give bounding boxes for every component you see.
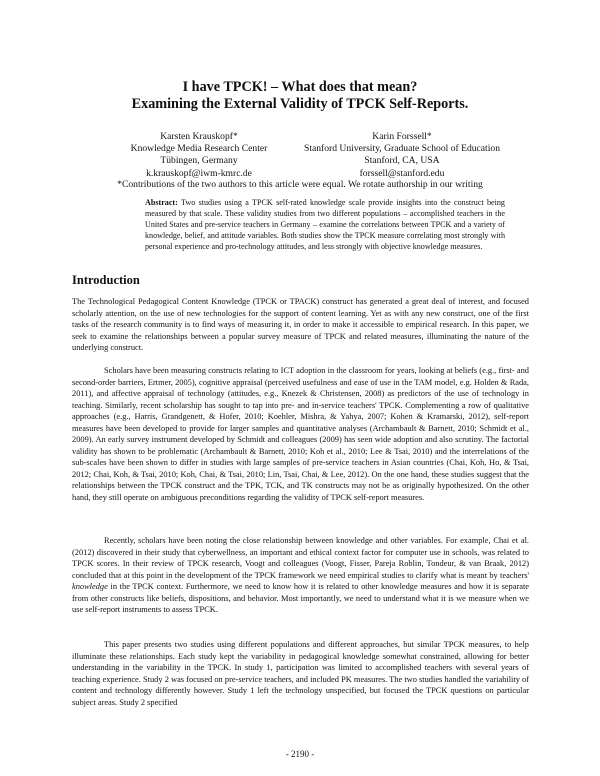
paragraph-3-emphasis: knowledge bbox=[72, 582, 108, 592]
author-affiliation: Stanford University, Graduate School of Education bbox=[303, 143, 500, 155]
paragraph-3-text-b: in the TPCK context. Furthermore, we need to know how it is related to other knowledge measures and how it is separate from other constructs like beliefs, dispositions, and behavior. Most importantly, we need to understand what it is we measure when we use self-report instruments to assess TPCK. bbox=[72, 582, 530, 615]
page-number: - 2190 - bbox=[285, 749, 315, 759]
abstract bbox=[145, 198, 505, 253]
author-block-2 bbox=[300, 131, 504, 180]
title-line-1: I have TPCK! – What does that mean? bbox=[182, 79, 418, 95]
paper-title bbox=[0, 79, 600, 113]
author-name: Karsten Krauskopf* bbox=[160, 131, 238, 142]
paragraph-1: The Technological Pedagogical Content Knowledge (TPCK or TPACK) construct has generated a great deal of interest, and focused scholarly attention, on the use of new technologies for the support of content learning. Yet as with any new construct, one of the first tasks of the research community is to find ways of measuring it, in order to make it accessible to empirical research. In this paper, we seek to examine the relationships between a popular survey measure of TPCK and related measures, illuminating the nature of the underlying construct. bbox=[72, 297, 529, 353]
author-block-1 bbox=[94, 131, 304, 180]
paragraph-4: This paper presents two studies using different populations and different approaches, but similar TPCK measures, to help illuminate these relationships. Each study kept the variability in pedagogical knowledge somewhat constrained, allowing for better understanding in the variability in the TPCK. In study 1, participation was limited to accomplished teachers with several years of teaching experience. Study 2 was focused on pre-service teachers, and included PK measures. The two studies handled the variability of content and technology differently however. Study 1 left the technology unspecified, but focused the TPCK questions on particular subject areas. Study 2 specified bbox=[72, 640, 529, 707]
title-line-2: Examining the External Validity of TPCK Self-Reports. bbox=[131, 96, 469, 112]
paragraph-3 bbox=[72, 535, 529, 616]
paragraph-2: Scholars have been measuring constructs relating to ICT adoption in the classroom for years, looking at beliefs (e.g., first- and second-order barriers, Ertmer, 2005), cognitive appraisal (perceived usefulness and ease of use in the TAM model, e.g. Holden & Rada, 2011), and affective appraisal of technology (attitudes, e.g., Knezek & Christensen, 2008) as predictors of the use of technology in teaching. Similarly, recent scholarship has sought to tap into pre- and in-service teachers' TPCK. Complementing a row of qualitative approaches (e.g., Harris, Grandgenett, & Hofer, 2010; Koehler, Mishra, & Yahya, 2007; Kohen & Kramarski, 2012), self-report measures have been developed to provide for larger samples and quantitative analyses (Archambault & Barnett, 2010; Schmidt et al., 2009). An early survey instrument developed by Schmidt and colleagues (2009) has seen wide adoption and also scrutiny. The factorial validity has shown to be problematic (Archambault & Barnett, 2010; Koh et al., 2010; Lee & Tsai, 2010) and the interrelations of the sub-scales have been shown to differ in studies with large samples of pre-service teachers in Asian countries (Chai, Koh, Ho, & Tsai, 2012; Chai, Koh, & Tsai, 2010; Koh, Chai, & Tsai, 2010; Lin, Tsai, Chai, & Lee, 2012). On the one hand, these studies suggest that the relationships between the TPCK construct and the TPK, TCK, and TK constructs may not be as originally hypothesized. On the other hand, they still operate on ambiguous preconditions regarding the validity of TPCK self-report measures. bbox=[72, 366, 529, 503]
paragraph-3-text-a: Recently, scholars have been noting the close relationship between knowledge and other variables. For example, Chai et al. (2012) discovered in their study that cyberwellness, an important and ethical context factor for computer use in schools, was related to TPCK scores. In their review of TPCK research, Voogt and colleagues (Voogt, Fisser, Pareja Roblin, Tondeur, & van Braak, 2012) concluded that at this point in the development of the TPCK framework we need empirical studies to clarify what is meant by teachers' bbox=[72, 536, 529, 580]
abstract-label: Abstract: bbox=[145, 198, 178, 207]
author-name: Karin Forssell* bbox=[372, 131, 432, 142]
contribution-note: *Contributions of the two authors to this article were equal. We rotate authorship in our writing bbox=[117, 179, 483, 190]
author-location: Tübingen, Germany bbox=[160, 155, 238, 167]
section-heading: Introduction bbox=[72, 273, 140, 287]
author-email: k.krauskopf@iwm-kmrc.de bbox=[146, 167, 252, 179]
author-email: forssell@stanford.edu bbox=[359, 167, 445, 179]
abstract-text: Two studies using a TPCK self-rated knowledge scale provide insights into the construct being measured by that scale. These validity studies from two different populations – accomplished teachers in the United States and pre-service teachers in Germany – examine the correlations between TPCK and a variety of knowledge, belief, and attitude variables. Both studies show the TPCK measure correlating most strongly with personal experience and pro-technology attitudes, and less strongly with objective knowledge measures. bbox=[145, 198, 505, 251]
author-affiliation: Knowledge Media Research Center bbox=[130, 143, 268, 155]
author-location: Stanford, CA, USA bbox=[364, 155, 440, 167]
